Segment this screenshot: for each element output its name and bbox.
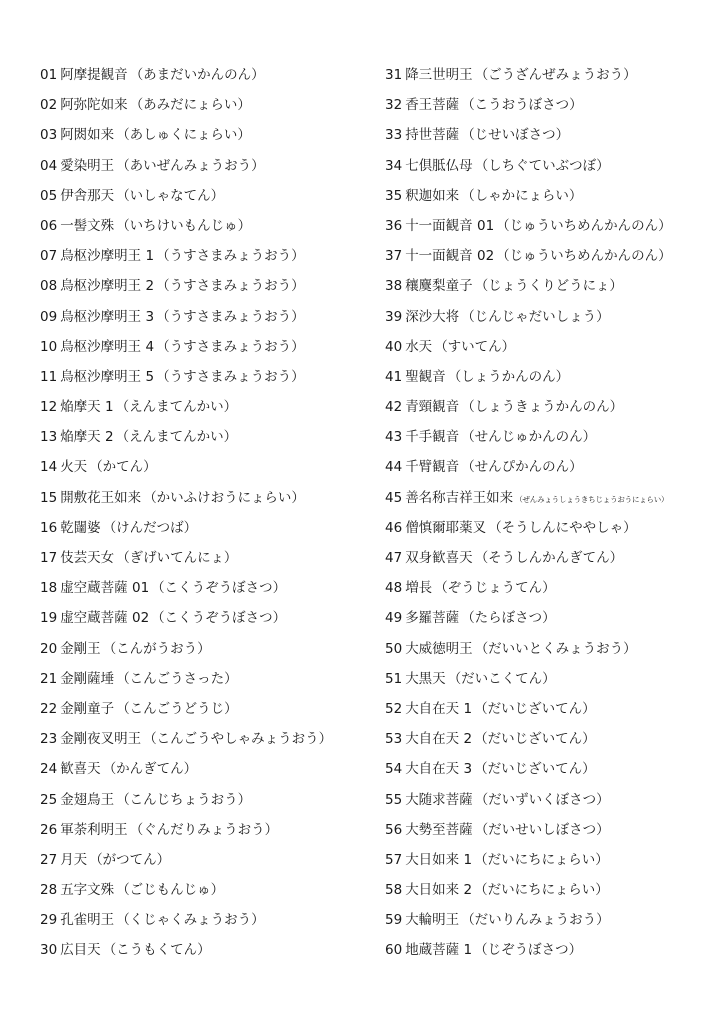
- list-item: [40, 90, 380, 120]
- entry-reading: （こんじちょうおう）: [116, 791, 252, 808]
- entry-reading: （だいじざいてん）: [474, 700, 596, 717]
- entry-number: 06: [40, 217, 58, 234]
- entry-reading: （じゅういちめんかんのん）: [496, 217, 672, 234]
- list-item: [385, 181, 720, 211]
- entry-reading: （うすさまみょうおう）: [156, 338, 305, 355]
- list-item: [40, 483, 380, 513]
- entry-name: 烏枢沙摩明王 5: [60, 368, 155, 385]
- list-item: [40, 452, 380, 482]
- entry-reading: （あしゅくにょらい）: [116, 127, 251, 144]
- entry-name: 烏枢沙摩明王 3: [60, 308, 155, 325]
- entry-reading: （ごじもんじゅ）: [116, 882, 225, 899]
- entry-number: 18: [40, 580, 58, 597]
- entry-name: 千臂観音: [405, 459, 460, 476]
- entry-name: 大日如来 2: [405, 882, 473, 899]
- entry-reading: （だいこくてん）: [447, 670, 556, 687]
- entry-name: 青頸観音: [405, 399, 460, 416]
- entry-number: 56: [385, 821, 403, 838]
- entry-number: 48: [385, 580, 403, 597]
- entry-reading: （そうしんかんぎてん）: [474, 550, 624, 566]
- list-item: [385, 241, 720, 271]
- list-item: [40, 875, 380, 905]
- entry-number: 07: [40, 248, 58, 265]
- list-item: [40, 181, 380, 211]
- entry-reading: （こうもくてん）: [102, 942, 211, 959]
- entry-reading: （じゅういちめんかんのん）: [496, 248, 672, 265]
- entry-name: 大威徳明王: [405, 640, 473, 657]
- entry-reading: （うすさまみょうおう）: [156, 248, 305, 265]
- entry-name: 烏枢沙摩明王 2: [60, 278, 155, 295]
- entry-name: 地蔵菩薩 1: [405, 942, 473, 959]
- entry-name: 十一面観音 01: [405, 217, 495, 234]
- list-item: [40, 120, 380, 150]
- list-item: [385, 90, 720, 120]
- list-item: [385, 120, 720, 150]
- list-item: [40, 754, 380, 784]
- entry-name: 虚空蔵菩薩 01: [60, 580, 150, 597]
- entry-reading: （ごうざんぜみょうおう）: [474, 67, 637, 83]
- entry-name: 降三世明王: [405, 67, 473, 83]
- entry-number: 47: [385, 550, 403, 566]
- entry-reading: （だいじざいてん）: [474, 761, 596, 778]
- entry-number: 37: [385, 248, 403, 265]
- entry-number: 59: [385, 912, 403, 929]
- list-item: [40, 332, 380, 362]
- entry-number: 46: [385, 519, 403, 536]
- entry-name: 穰麌梨童子: [405, 278, 473, 295]
- entry-number: 53: [385, 731, 403, 748]
- entry-number: 22: [40, 700, 58, 717]
- entry-number: 17: [40, 550, 58, 566]
- entry-number: 41: [385, 368, 403, 385]
- entry-name: 増長: [405, 580, 433, 597]
- entry-reading: （じんじゃだいしょう）: [461, 308, 610, 325]
- entry-number: 39: [385, 308, 403, 325]
- entry-name: 乾闥婆: [60, 519, 101, 536]
- entry-number: 32: [385, 97, 403, 114]
- list-item: [40, 513, 380, 543]
- entry-number: 42: [385, 399, 403, 416]
- entry-name: 愛染明王: [60, 157, 115, 174]
- list-item: [40, 724, 380, 754]
- entry-number: 13: [40, 429, 58, 446]
- entry-number: 40: [385, 338, 403, 355]
- entry-number: 12: [40, 399, 58, 416]
- entry-number: 49: [385, 610, 403, 627]
- entry-reading: （だいせいしぼさつ）: [474, 821, 610, 838]
- entry-reading: （しょうきょうかんのん）: [461, 399, 624, 416]
- entry-name: 烏枢沙摩明王 4: [60, 338, 155, 355]
- entry-reading: （ぜんみょうしょうきちじょうおうにょらい）: [515, 494, 669, 504]
- entry-name: 香王菩薩: [405, 97, 460, 114]
- list-item: [40, 302, 380, 332]
- entry-number: 20: [40, 640, 58, 657]
- entry-number: 51: [385, 670, 403, 687]
- entry-name: 一髻文殊: [60, 217, 115, 234]
- entry-name: 善名称吉祥王如来: [405, 489, 514, 506]
- entry-reading: （えんまてんかい）: [115, 429, 238, 446]
- entry-number: 27: [40, 851, 58, 868]
- entry-reading: （うすさまみょうおう）: [156, 308, 305, 325]
- list-item: [385, 302, 720, 332]
- entry-number: 54: [385, 761, 403, 778]
- entry-number: 28: [40, 882, 58, 899]
- entry-number: 15: [40, 489, 58, 506]
- entry-name: 伎芸天女: [60, 550, 115, 566]
- list-item: [40, 573, 380, 603]
- entry-reading: （せんぴかんのん）: [461, 459, 583, 476]
- entry-name: 大勢至菩薩: [405, 821, 473, 838]
- entry-reading: （そうしんにややしゃ）: [488, 519, 637, 536]
- entry-reading: （だいじざいてん）: [474, 731, 596, 748]
- entry-reading: （だいずいくぼさつ）: [474, 791, 610, 808]
- entry-number: 02: [40, 97, 58, 114]
- entry-number: 05: [40, 187, 58, 204]
- entry-name: 大自在天 3: [405, 761, 473, 778]
- list-item: [40, 694, 380, 724]
- list-item: [40, 362, 380, 392]
- entry-reading: （がつてん）: [89, 851, 171, 868]
- entry-name: 大日如来 1: [405, 851, 473, 868]
- entry-reading: （えんまてんかい）: [115, 399, 238, 416]
- entry-name: 虚空蔵菩薩 02: [60, 610, 150, 627]
- entry-reading: （かいふけおうにょらい）: [143, 489, 305, 506]
- entry-number: 25: [40, 791, 58, 808]
- list-item: [40, 392, 380, 422]
- entry-number: 09: [40, 308, 58, 325]
- entry-name: 広目天: [60, 942, 101, 959]
- list-item: [40, 845, 380, 875]
- entry-reading: （しょうかんのん）: [447, 368, 570, 385]
- entry-reading: （だいりんみょうおう）: [461, 912, 610, 929]
- entry-reading: （せんじゅかんのん）: [461, 429, 597, 446]
- entry-reading: （じせいぼさつ）: [461, 127, 570, 144]
- list-item: [385, 845, 720, 875]
- entry-name: 大随求菩薩: [405, 791, 473, 808]
- list-item: [40, 241, 380, 271]
- entry-reading: （ぐんだりみょうおう）: [129, 821, 279, 838]
- entry-name: 水天: [405, 338, 433, 355]
- entry-number: 29: [40, 912, 58, 929]
- list-item: [385, 60, 720, 90]
- list-item: [40, 271, 380, 301]
- entry-reading: （くじゃくみょうおう）: [116, 912, 265, 929]
- entry-reading: （すいてん）: [434, 338, 516, 355]
- entry-number: 55: [385, 791, 403, 808]
- entry-name: 僧慎爾耶薬叉: [405, 519, 487, 536]
- entry-name: 大自在天 1: [405, 700, 473, 717]
- entry-name: 持世菩薩: [405, 127, 460, 144]
- entry-number: 31: [385, 67, 403, 83]
- entry-reading: （かてん）: [89, 459, 157, 476]
- list-item: [385, 151, 720, 181]
- list-item: [385, 332, 720, 362]
- entry-reading: （ぎげいてんにょ）: [116, 550, 238, 566]
- list-item: [40, 603, 380, 633]
- entry-reading: （こんがうおう）: [102, 640, 211, 657]
- list-item: [385, 634, 720, 664]
- entry-number: 57: [385, 851, 403, 868]
- entry-reading: （こくうぞうぼさつ）: [151, 610, 287, 627]
- entry-reading: （こんごうどうじ）: [116, 700, 238, 717]
- entry-name: 千手観音: [405, 429, 460, 446]
- entry-number: 11: [40, 368, 58, 385]
- entry-name: 釈迦如来: [405, 187, 460, 204]
- list-item: [40, 543, 380, 573]
- list-item: [40, 634, 380, 664]
- entry-name: 烏枢沙摩明王 1: [60, 248, 155, 265]
- entry-number: 30: [40, 942, 58, 959]
- entry-number: 34: [385, 157, 403, 174]
- list-item: [385, 211, 720, 241]
- entry-reading: （けんだつば）: [102, 519, 198, 536]
- list-item: [40, 905, 380, 935]
- entry-number: 10: [40, 338, 58, 355]
- entry-name: 阿弥陀如来: [60, 97, 128, 114]
- left-column-list: [40, 60, 380, 966]
- entry-number: 44: [385, 459, 403, 476]
- list-item: [385, 392, 720, 422]
- list-item: [385, 935, 720, 965]
- entry-number: 23: [40, 731, 58, 748]
- entry-reading: （うすさまみょうおう）: [156, 368, 305, 385]
- entry-number: 08: [40, 278, 58, 295]
- entry-number: 16: [40, 519, 58, 536]
- entry-reading: （あみだにょらい）: [129, 97, 251, 114]
- entry-reading: （だいにちにょらい）: [474, 851, 609, 868]
- list-item: [40, 422, 380, 452]
- entry-number: 58: [385, 882, 403, 899]
- entry-reading: （ぞうじょうてん）: [434, 580, 556, 597]
- entry-number: 35: [385, 187, 403, 204]
- entry-number: 24: [40, 761, 58, 778]
- list-item: [40, 815, 380, 845]
- entry-name: 七倶胝仏母: [405, 157, 473, 174]
- entry-name: 軍荼利明王: [60, 821, 128, 838]
- entry-name: 大輪明王: [405, 912, 460, 929]
- entry-number: 36: [385, 217, 403, 234]
- entry-name: 金剛薩埵: [60, 670, 115, 687]
- entry-number: 50: [385, 640, 403, 657]
- list-item: [385, 513, 720, 543]
- entry-name: 五字文殊: [60, 882, 115, 899]
- entry-reading: （こんごうやしゃみょうおう）: [143, 731, 333, 748]
- entry-reading: （だいいとくみょうおう）: [474, 640, 637, 657]
- entry-reading: （たらぼさつ）: [461, 610, 556, 627]
- entry-name: 金剛夜叉明王: [60, 731, 142, 748]
- list-item: [385, 483, 720, 513]
- list-item: [385, 905, 720, 935]
- entry-reading: （こうおうぼさつ）: [461, 97, 583, 114]
- entry-name: 金剛王: [60, 640, 101, 657]
- list-item: [385, 875, 720, 905]
- list-item: [385, 694, 720, 724]
- entry-number: 19: [40, 610, 58, 627]
- entry-name: 大黒天: [405, 670, 446, 687]
- entry-number: 52: [385, 700, 403, 717]
- list-item: [385, 452, 720, 482]
- entry-name: 孔雀明王: [60, 912, 115, 929]
- entry-reading: （じぞうぼさつ）: [474, 942, 583, 959]
- entry-reading: （あいぜんみょうおう）: [116, 157, 265, 174]
- entry-reading: （しゃかにょらい）: [461, 187, 583, 204]
- list-item: [385, 664, 720, 694]
- list-item: [40, 664, 380, 694]
- entry-number: 33: [385, 127, 403, 144]
- entry-name: 開敷花王如来: [60, 489, 142, 506]
- entry-number: 60: [385, 942, 403, 959]
- entry-number: 04: [40, 157, 58, 174]
- entry-reading: （かんぎてん）: [102, 761, 198, 778]
- list-item: [385, 271, 720, 301]
- list-item: [385, 724, 720, 754]
- entry-name: 金剛童子: [60, 700, 115, 717]
- entry-name: 多羅菩薩: [405, 610, 460, 627]
- entry-number: 14: [40, 459, 58, 476]
- entry-name: 焔摩天 2: [60, 429, 114, 446]
- entry-name: 十一面観音 02: [405, 248, 495, 265]
- entry-name: 双身歓喜天: [405, 550, 473, 566]
- list-item: [385, 543, 720, 573]
- entry-number: 43: [385, 429, 403, 446]
- entry-name: 月天: [60, 851, 88, 868]
- entry-name: 焔摩天 1: [60, 399, 114, 416]
- entry-reading: （だいにちにょらい）: [474, 882, 609, 899]
- entry-number: 21: [40, 670, 58, 687]
- entry-reading: （いしゃなてん）: [116, 187, 225, 204]
- list-item: [385, 815, 720, 845]
- list-item: [385, 603, 720, 633]
- entry-reading: （しちぐていぶつぼ）: [474, 157, 610, 174]
- entry-number: 38: [385, 278, 403, 295]
- entry-reading: （じょうくりどうにょ）: [474, 278, 623, 295]
- list-item: [40, 60, 380, 90]
- entry-name: 伊舎那天: [60, 187, 115, 204]
- entry-reading: （いちけいもんじゅ）: [116, 217, 252, 234]
- list-item: [40, 211, 380, 241]
- entry-name: 歓喜天: [60, 761, 101, 778]
- entry-reading: （こんごうさった）: [116, 670, 238, 687]
- list-item: [385, 785, 720, 815]
- list-item: [40, 151, 380, 181]
- entry-name: 阿摩提観音: [60, 67, 128, 83]
- list-item: [40, 935, 380, 965]
- entry-name: 金翅鳥王: [60, 791, 115, 808]
- entry-name: 阿閦如来: [60, 127, 115, 144]
- entry-name: 聖観音: [405, 368, 446, 385]
- list-item: [385, 754, 720, 784]
- list-item: [40, 785, 380, 815]
- entry-reading: （あまだいかんのん）: [129, 67, 265, 83]
- list-item: [385, 573, 720, 603]
- right-column-list: [385, 60, 720, 966]
- entry-reading: （こくうぞうぼさつ）: [151, 580, 287, 597]
- entry-number: 26: [40, 821, 58, 838]
- entry-name: 火天: [60, 459, 88, 476]
- entry-number: 45: [385, 489, 403, 506]
- entry-number: 03: [40, 127, 58, 144]
- entry-name: 深沙大将: [405, 308, 460, 325]
- entry-number: 01: [40, 67, 58, 83]
- entry-reading: （うすさまみょうおう）: [156, 278, 305, 295]
- entry-name: 大自在天 2: [405, 731, 473, 748]
- list-item: [385, 422, 720, 452]
- list-item: [385, 362, 720, 392]
